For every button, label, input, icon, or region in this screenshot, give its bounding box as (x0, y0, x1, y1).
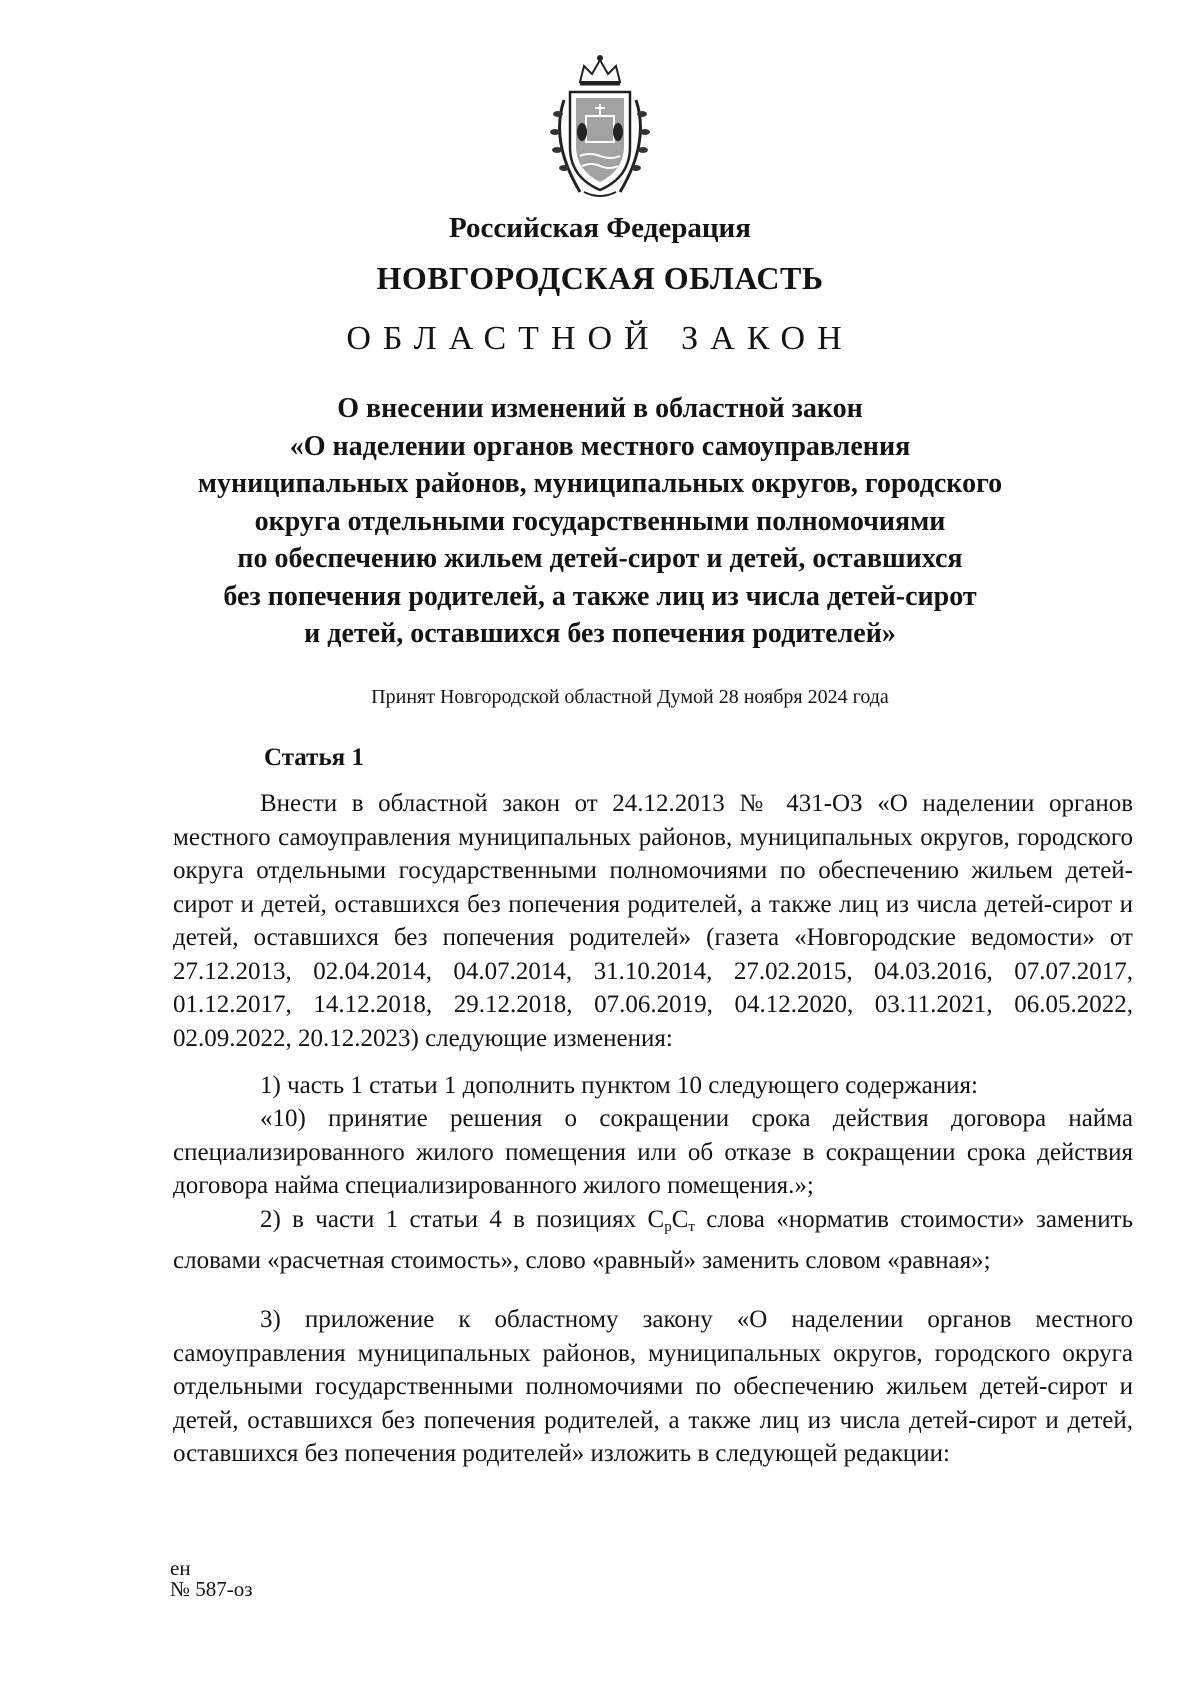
document-type-heading: ОБЛАСТНОЙ ЗАКОН (346, 320, 854, 357)
formula-subscript: т (688, 1218, 695, 1235)
novgorod-coat-of-arms-icon (540, 52, 660, 202)
paragraph-text: «10) принятие решения о сокращении срока действия договора найма специализированного жилого помещения или об отказе в сокращении срока действия договора найма специализированного жилого помещения.»; (173, 1105, 1133, 1199)
footer-number: № 587-оз (170, 1577, 253, 1601)
amendment-item-3 (173, 1303, 1133, 1471)
title-line: без попечения родителей, а также лиц из числа детей-сирот (223, 580, 977, 612)
paragraph-text: Внести в областной закон от 24.12.2013 № 431-ОЗ «О наделении органов местного самоуправления муниципальных районов, муниципальных округов, городского округа отдельными государственными полномочиями по обеспечению жильем детей-сирот и детей, оставшихся без попечения родителей, а также лиц из числа детей-сирот и детей, оставшихся без попечения родителей» (газета «Новгородские ведомости» от 27.12.2013, 02.04.2014, 04.07.2014, 31.10.2014, 27.02.2015, 04.03.2016, 07.07.2017, 01.12.2017, 14.12.2018, 29.12.2018, 07.06.2019, 04.12.2020, 03.11.2021, 06.05.2022, 02.09.2022, 20.12.2023) следующие изменения: (173, 790, 1133, 1052)
paragraph-text: 1) часть 1 статьи 1 дополнить пунктом 10 следующего содержания: (260, 1072, 978, 1099)
title-line: «О наделении органов местного самоуправления (289, 430, 911, 462)
title-line: по обеспечению жильем детей-сирот и детей, оставшихся (237, 543, 963, 574)
title-line: округа отдельными государственными полномочиями (254, 505, 946, 537)
formula-symbol: С (671, 1206, 689, 1233)
paragraph-text (173, 1203, 1133, 1278)
region-heading: НОВГОРОДСКАЯ ОБЛАСТЬ (376, 260, 824, 296)
paragraph-text: 3) приложение к областному закону «О наделении органов местного самоуправления муниципальных районов, муниципальных округов, городского округа отдельными государственными полномочиями по обеспечению жильем детей-сирот и детей, оставшихся без попечения родителей, а также лиц из числа детей-сирот и детей, оставшихся без попечения родителей» изложить в следующей редакции: (173, 1306, 1133, 1467)
federation-heading: Российская Федерация (449, 212, 751, 244)
amendment-item-1-quote (173, 1102, 1133, 1203)
title-line: и детей, оставшихся без попечения родителей» (304, 618, 896, 649)
amendment-item-2 (173, 1203, 1133, 1278)
law-title (170, 390, 1030, 653)
article-heading: Статья 1 (264, 744, 364, 771)
amendment-item-1 (173, 1069, 1133, 1103)
item2-text-after: слова «норматив стоимости» заменить словами «расчетная стоимость», слово «равный» заменить словом «равная»; (173, 1206, 1133, 1275)
footer-initials: ен (170, 1556, 191, 1580)
article-intro-paragraph (173, 787, 1133, 1055)
formula-subscript: р (664, 1218, 672, 1235)
document-footer (170, 1558, 253, 1600)
adoption-note: Принят Новгородской областной Думой 28 ноября 2024 года (371, 686, 889, 708)
title-line: О внесении изменений в областной закон (337, 393, 863, 424)
item2-text-before: 2) в части 1 статьи 4 в позициях (260, 1206, 648, 1233)
title-line: муниципальных районов, муниципальных округов, городского (197, 468, 1003, 499)
formula-symbol: С (647, 1206, 665, 1233)
